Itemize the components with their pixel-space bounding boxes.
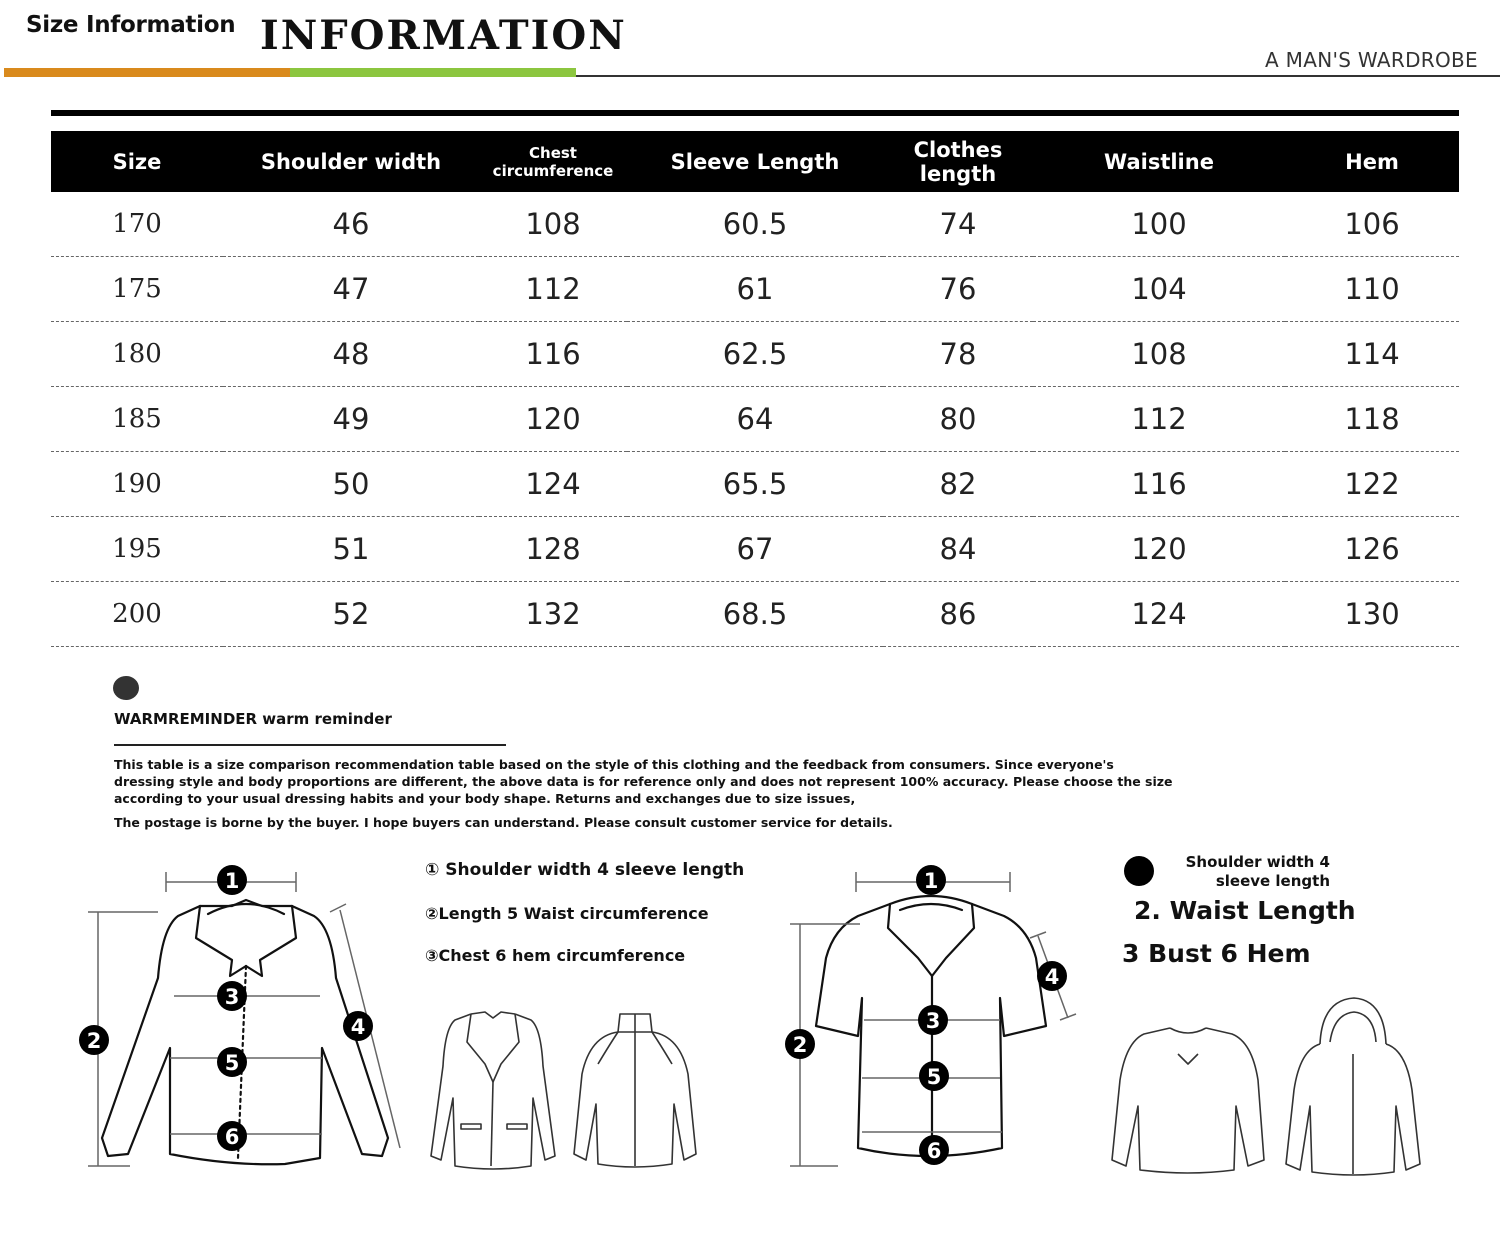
reminder-paragraph: This table is a size comparison recommendation table based on the style of this clothing and the feedback from consumers. Since everyone's dressing style and body proportions are different, the above data is for reference only and does not represent 100% accuracy. Please choose the size according to your usual dressing habits and your body shape. Returns and exchanges due to size issues, (114, 757, 1173, 806)
cell-sleeve-length: 62.5 (627, 322, 883, 387)
cell-sleeve-length: 61 (627, 257, 883, 322)
column-header-clothes-length: Clothes length (883, 131, 1033, 192)
marker-5: 5 (926, 1065, 942, 1089)
cell-waistline: 120 (1033, 517, 1285, 582)
reminder-bullet-icon (113, 676, 139, 700)
cell-size: 190 (51, 452, 223, 517)
cell-size: 170 (51, 192, 223, 257)
sweater-sketch-icon (1108, 1020, 1274, 1175)
cell-clothes-length: 76 (883, 257, 1033, 322)
marker-4: 4 (1044, 965, 1060, 989)
size-information-label: Size Information (26, 12, 236, 38)
cell-shoulder-width: 51 (223, 517, 479, 582)
postage-note: The postage is borne by the buyer. I hope buyers can understand. Please consult customer service for details. (114, 815, 893, 830)
cell-waistline: 124 (1033, 582, 1285, 647)
cell-sleeve-length: 67 (627, 517, 883, 582)
cell-size: 200 (51, 582, 223, 647)
table-row (51, 517, 1459, 582)
legend-left-item-3: ③Chest 6 hem circumference (425, 946, 686, 965)
column-header-shoulder-width: Shoulder width (223, 131, 479, 192)
marker-2: 2 (792, 1033, 808, 1057)
size-table (51, 131, 1459, 647)
table-top-rule (51, 110, 1459, 116)
shirt-measurement-diagram (778, 858, 1088, 1178)
cell-clothes-length: 78 (883, 322, 1033, 387)
cell-hem: 130 (1285, 582, 1459, 647)
cell-sleeve-length: 65.5 (627, 452, 883, 517)
brand-tagline: A MAN'S WARDROBE (1265, 48, 1478, 72)
cell-chest-circumference: 120 (479, 387, 627, 452)
column-header-chest-circumference: Chest circumference (479, 131, 627, 192)
cell-hem: 114 (1285, 322, 1459, 387)
cell-sleeve-length: 68.5 (627, 582, 883, 647)
marker-1: 1 (923, 869, 939, 893)
cell-size: 195 (51, 517, 223, 582)
marker-1: 1 (224, 869, 240, 893)
cell-clothes-length: 74 (883, 192, 1033, 257)
legend-right-item-3: 3 Bust 6 Hem (1122, 939, 1311, 968)
marker-2: 2 (86, 1029, 102, 1053)
cell-chest-circumference: 132 (479, 582, 627, 647)
page-title: INFORMATION (260, 12, 627, 59)
cell-waistline: 108 (1033, 322, 1285, 387)
cell-size: 175 (51, 257, 223, 322)
legend-left-item-1: ① Shoulder width 4 sleeve length (425, 860, 745, 880)
column-header-waistline: Waistline (1033, 131, 1285, 192)
cell-waistline: 100 (1033, 192, 1285, 257)
cell-shoulder-width: 50 (223, 452, 479, 517)
cell-sleeve-length: 60.5 (627, 192, 883, 257)
marker-3: 3 (224, 985, 240, 1009)
cell-hem: 110 (1285, 257, 1459, 322)
cell-hem: 118 (1285, 387, 1459, 452)
marker-3: 3 (925, 1009, 941, 1033)
cell-waistline: 104 (1033, 257, 1285, 322)
table-row (51, 322, 1459, 387)
cell-chest-circumference: 128 (479, 517, 627, 582)
cell-waistline: 112 (1033, 387, 1285, 452)
cell-chest-circumference: 112 (479, 257, 627, 322)
accent-bar-green (290, 68, 576, 77)
legend-left-item-2: ②Length 5 Waist circumference (425, 904, 709, 923)
table-row (51, 452, 1459, 517)
table-header-row (51, 131, 1459, 192)
cell-chest-circumference: 116 (479, 322, 627, 387)
legend-right-item-1: Shoulder width 4 sleeve length (1185, 853, 1330, 890)
blazer-sketch-icon (425, 1006, 560, 1174)
table-row (51, 192, 1459, 257)
header-divider (576, 75, 1500, 77)
table-row (51, 257, 1459, 322)
cell-clothes-length: 84 (883, 517, 1033, 582)
legend-right-item-2: 2. Waist Length (1134, 896, 1356, 925)
hoodie-sketch-icon (1280, 994, 1426, 1176)
cell-shoulder-width: 47 (223, 257, 479, 322)
column-header-size: Size (51, 131, 223, 192)
cell-size: 180 (51, 322, 223, 387)
cell-chest-circumference: 108 (479, 192, 627, 257)
marker-6: 6 (926, 1139, 942, 1163)
column-header-hem: Hem (1285, 131, 1459, 192)
cell-hem: 126 (1285, 517, 1459, 582)
cell-shoulder-width: 48 (223, 322, 479, 387)
cell-clothes-length: 80 (883, 387, 1033, 452)
zip-jacket-sketch-icon (570, 1004, 700, 1174)
cell-shoulder-width: 52 (223, 582, 479, 647)
cell-waistline: 116 (1033, 452, 1285, 517)
cell-shoulder-width: 49 (223, 387, 479, 452)
cell-size: 185 (51, 387, 223, 452)
cell-clothes-length: 82 (883, 452, 1033, 517)
jacket-measurement-diagram (70, 858, 410, 1178)
reminder-divider (114, 744, 506, 746)
accent-bar-orange (4, 68, 290, 77)
table-row (51, 582, 1459, 647)
cell-chest-circumference: 124 (479, 452, 627, 517)
cell-clothes-length: 86 (883, 582, 1033, 647)
cell-hem: 122 (1285, 452, 1459, 517)
table-row (51, 387, 1459, 452)
marker-4: 4 (350, 1015, 366, 1039)
cell-shoulder-width: 46 (223, 192, 479, 257)
cell-sleeve-length: 64 (627, 387, 883, 452)
column-header-sleeve-length: Sleeve Length (627, 131, 883, 192)
shirt-number-markers (785, 865, 1067, 1165)
reminder-title: WARMREMINDER warm reminder (114, 710, 392, 728)
marker-6: 6 (224, 1125, 240, 1149)
marker-5: 5 (224, 1051, 240, 1075)
cell-hem: 106 (1285, 192, 1459, 257)
